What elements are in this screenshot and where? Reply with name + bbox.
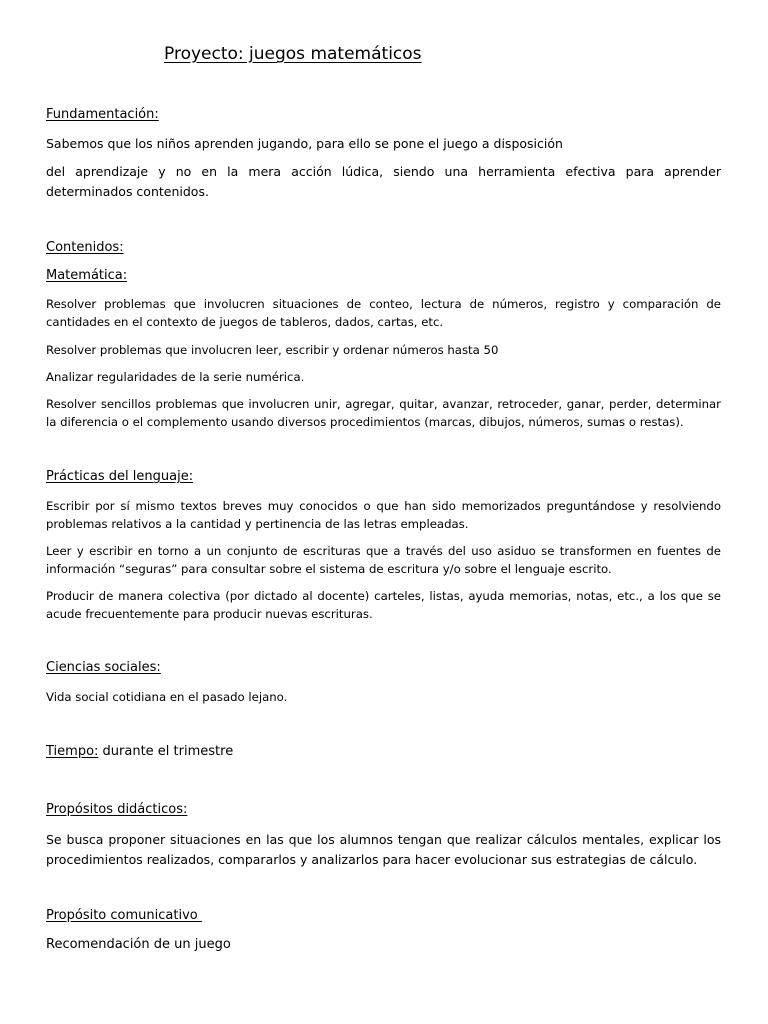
tiempo-label: Tiempo: [46, 744, 99, 759]
matematica-item-3: Analizar regularidades de la serie numérica. [46, 370, 305, 384]
fundamentacion-heading: Fundamentación: [46, 107, 159, 122]
matematica-item-4: Resolver sencillos problemas que involucren unir, agregar, quitar, avanzar, retroceder, ganar, perder, determinar la diferencia o el complemento usando diversos procedimientos (marcas, dibujos, números, sumas o restas). [46, 397, 721, 429]
contenidos-heading: Contenidos: [46, 240, 124, 255]
tiempo-line [46, 744, 721, 759]
document-title: Proyecto: juegos matemáticos [164, 44, 422, 64]
fundamentacion-line-1: Sabemos que los niños aprenden jugando, para ello se pone el juego a disposición [46, 136, 563, 151]
propositos-heading-word-2: didácticos: [117, 802, 188, 817]
practicas-item-3: Producir de manera colectiva (por dictado al docente) carteles, listas, ayuda memorias, notas, etc., a los que se acude frecuentemente para producir nuevas escrituras. [46, 589, 721, 621]
tiempo-value: durante el trimestre [98, 744, 234, 759]
practicas-item-2: Leer y escribir en torno a un conjunto de escrituras que a través del uso asiduo se transformen en fuentes de información “seguras” para consultar sobre el sistema de escritura y/o sobre el lenguaje escrito. [46, 544, 721, 576]
ciencias-sociales-item-1: Vida social cotidiana en el pasado lejano. [46, 690, 288, 704]
propositos-heading [46, 802, 721, 817]
propositos-text: Se busca proponer situaciones en las que los alumnos tengan que realizar cálculos mentales, explicar los procedimientos realizados, compararlos y analizarlos para hacer evolucionar sus estrategias de cálculo. [46, 832, 721, 867]
matematica-item-1: Resolver problemas que involucren situaciones de conteo, lectura de números, registro y comparación de cantidades en el contexto de juegos de tableros, dados, cartas, etc. [46, 297, 721, 329]
ciencias-sociales-heading: Ciencias sociales: [46, 660, 161, 675]
practicas-lenguaje-heading: Prácticas del lenguaje: [46, 469, 194, 484]
matematica-item-2: Resolver problemas que involucren leer, escribir y ordenar números hasta 50 [46, 343, 499, 357]
proposito-comunicativo-heading: Propósito comunicativo [46, 908, 202, 923]
propositos-heading-word-1: Propósitos [46, 802, 114, 817]
matematica-heading: Matemática: [46, 268, 128, 283]
practicas-item-1: Escribir por sí mismo textos breves muy conocidos o que han sido memorizados preguntándose y resolviendo problemas relativos a la cantidad y pertinencia de las letras empleadas. [46, 499, 721, 531]
proposito-comunicativo-text: Recomendación de un juego [46, 937, 231, 952]
fundamentacion-paragraph-2: del aprendizaje y no en la mera acción lúdica, siendo una herramienta efectiva para aprender determinados contenidos. [46, 164, 721, 199]
